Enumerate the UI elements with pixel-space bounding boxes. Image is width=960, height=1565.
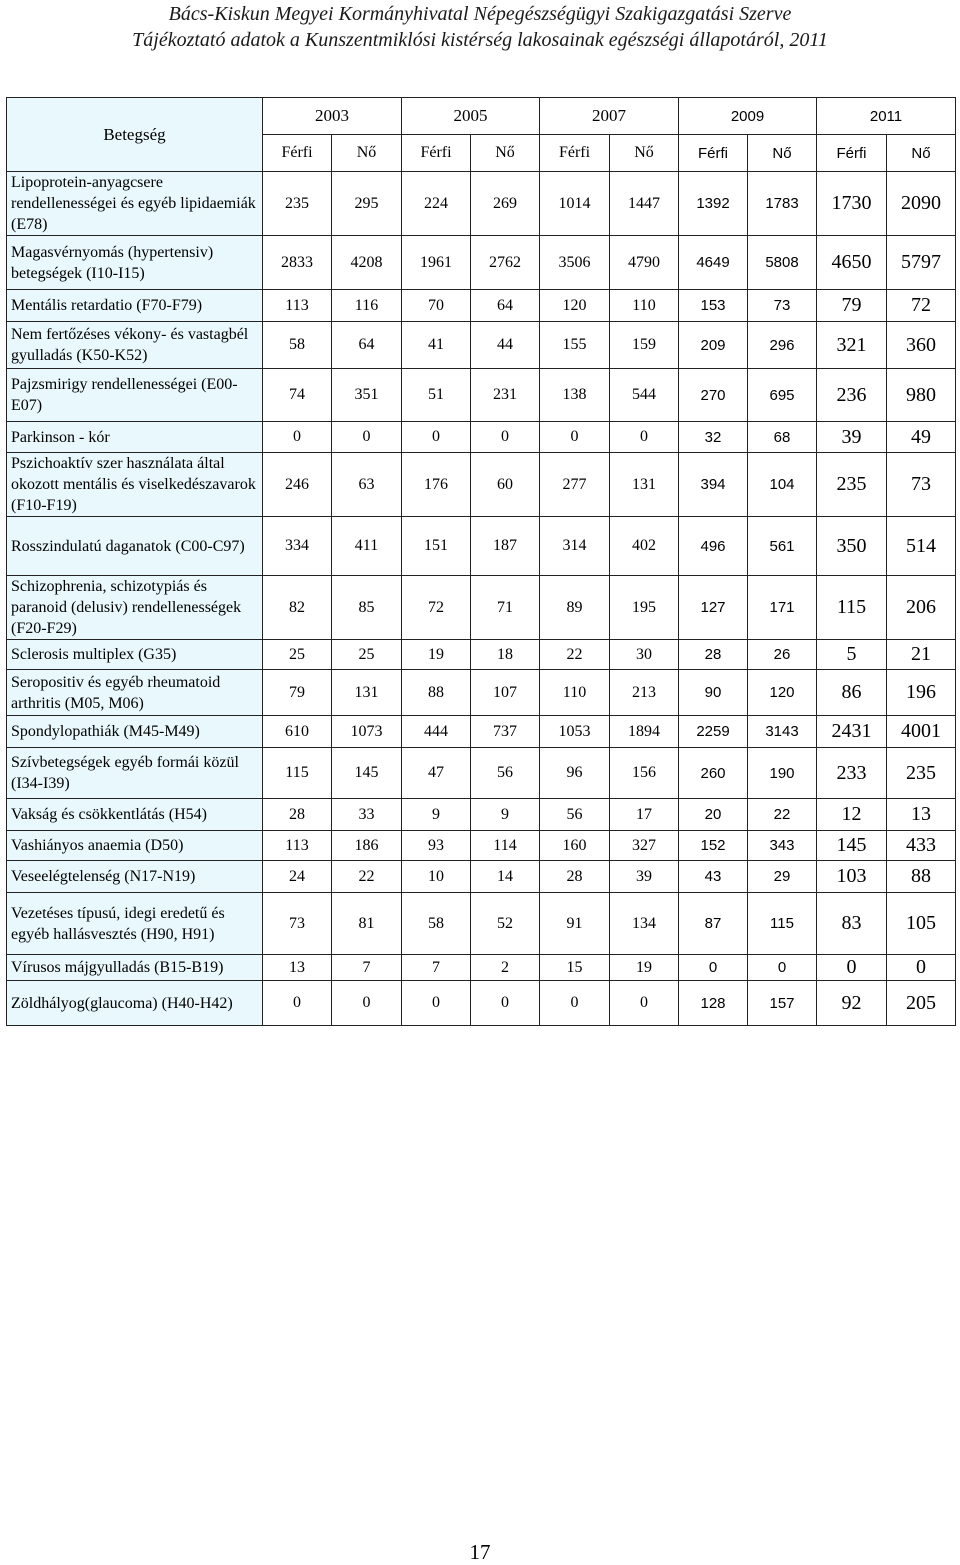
value-cell: 610 <box>263 716 332 748</box>
value-cell: 74 <box>263 369 332 422</box>
value-cell: 120 <box>540 290 610 322</box>
value-cell: 110 <box>540 670 610 716</box>
table-row <box>7 799 956 831</box>
value-cell: 93 <box>402 831 471 861</box>
value-cell: 235 <box>263 172 332 236</box>
value-cell: 360 <box>887 322 956 369</box>
value-cell: 113 <box>263 831 332 861</box>
value-cell: 0 <box>263 422 332 453</box>
table-row <box>7 981 956 1026</box>
table-row <box>7 670 956 716</box>
value-cell: 30 <box>610 640 679 670</box>
value-cell: 980 <box>887 369 956 422</box>
value-cell: 4208 <box>332 236 402 290</box>
value-cell: 2259 <box>679 716 748 748</box>
value-cell: 22 <box>540 640 610 670</box>
table-row <box>7 831 956 861</box>
disease-label: Nem fertőzéses vékony- és vastagbél gyulladás (K50-K52) <box>7 322 263 369</box>
value-cell: 138 <box>540 369 610 422</box>
value-cell: 110 <box>610 290 679 322</box>
value-cell: 13 <box>887 799 956 831</box>
value-cell: 186 <box>332 831 402 861</box>
value-cell: 155 <box>540 322 610 369</box>
value-cell: 3506 <box>540 236 610 290</box>
value-cell: 213 <box>610 670 679 716</box>
value-cell: 0 <box>471 981 540 1026</box>
value-cell: 209 <box>679 322 748 369</box>
value-cell: 14 <box>471 861 540 893</box>
disease-label: Vezetéses típusú, idegi eredetű és egyéb hallásvesztés (H90, H91) <box>7 893 263 955</box>
table-row <box>7 716 956 748</box>
sex-header: Férfi <box>540 135 610 172</box>
table-row <box>7 453 956 517</box>
value-cell: 25 <box>332 640 402 670</box>
value-cell: 351 <box>332 369 402 422</box>
value-cell: 235 <box>817 453 887 517</box>
disease-label: Vakság és csökkentlátás (H54) <box>7 799 263 831</box>
value-cell: 86 <box>817 670 887 716</box>
header-institution: Bács-Kiskun Megyei Kormányhivatal Népegészségügyi Szakigazgatási Szerve <box>168 3 792 25</box>
value-cell: 1053 <box>540 716 610 748</box>
value-cell: 114 <box>471 831 540 861</box>
value-cell: 128 <box>679 981 748 1026</box>
value-cell: 7 <box>402 955 471 981</box>
value-cell: 72 <box>887 290 956 322</box>
value-cell: 334 <box>263 517 332 576</box>
value-cell: 151 <box>402 517 471 576</box>
value-cell: 0 <box>610 422 679 453</box>
value-cell: 246 <box>263 453 332 517</box>
value-cell: 159 <box>610 322 679 369</box>
value-cell: 695 <box>748 369 817 422</box>
value-cell: 2431 <box>817 716 887 748</box>
table-row <box>7 576 956 640</box>
year-header: 2009 <box>679 98 817 135</box>
table-row <box>7 748 956 799</box>
value-cell: 433 <box>887 831 956 861</box>
table-row <box>7 517 956 576</box>
value-cell: 105 <box>887 893 956 955</box>
value-cell: 1961 <box>402 236 471 290</box>
value-cell: 88 <box>402 670 471 716</box>
table-row <box>7 236 956 290</box>
value-cell: 64 <box>332 322 402 369</box>
disease-label: Zöldhályog(glaucoma) (H40-H42) <box>7 981 263 1026</box>
value-cell: 96 <box>540 748 610 799</box>
value-cell: 22 <box>748 799 817 831</box>
value-cell: 0 <box>332 981 402 1026</box>
value-cell: 1894 <box>610 716 679 748</box>
value-cell: 115 <box>817 576 887 640</box>
value-cell: 79 <box>817 290 887 322</box>
value-cell: 737 <box>471 716 540 748</box>
disease-label: Vashiányos anaemia (D50) <box>7 831 263 861</box>
table-row <box>7 422 956 453</box>
value-cell: 402 <box>610 517 679 576</box>
value-cell: 496 <box>679 517 748 576</box>
value-cell: 544 <box>610 369 679 422</box>
value-cell: 1392 <box>679 172 748 236</box>
disease-label: Magasvérnyomás (hypertensiv) betegségek (I10-I15) <box>7 236 263 290</box>
disease-column-header: Betegség <box>7 98 263 172</box>
value-cell: 19 <box>610 955 679 981</box>
year-header-row <box>7 98 956 135</box>
value-cell: 350 <box>817 517 887 576</box>
disease-statistics-table <box>6 97 956 1026</box>
value-cell: 1073 <box>332 716 402 748</box>
table-row <box>7 861 956 893</box>
disease-label: Schizophrenia, schizotypiás és paranoid (delusiv) rendellenességek (F20-F29) <box>7 576 263 640</box>
value-cell: 260 <box>679 748 748 799</box>
value-cell: 90 <box>679 670 748 716</box>
value-cell: 127 <box>679 576 748 640</box>
page-number: 17 <box>469 1540 491 1564</box>
value-cell: 314 <box>540 517 610 576</box>
value-cell: 5 <box>817 640 887 670</box>
value-cell: 0 <box>263 981 332 1026</box>
sex-header: Nő <box>471 135 540 172</box>
value-cell: 52 <box>471 893 540 955</box>
value-cell: 561 <box>748 517 817 576</box>
value-cell: 4001 <box>887 716 956 748</box>
disease-label: Szívbetegségek egyéb formái közül (I34-I39) <box>7 748 263 799</box>
value-cell: 20 <box>679 799 748 831</box>
value-cell: 131 <box>332 670 402 716</box>
value-cell: 56 <box>471 748 540 799</box>
value-cell: 190 <box>748 748 817 799</box>
value-cell: 205 <box>887 981 956 1026</box>
value-cell: 4650 <box>817 236 887 290</box>
value-cell: 0 <box>402 981 471 1026</box>
sex-header: Férfi <box>679 135 748 172</box>
table-row <box>7 369 956 422</box>
year-header: 2007 <box>540 98 679 135</box>
year-header: 2003 <box>263 98 402 135</box>
disease-label: Spondylopathiák (M45-M49) <box>7 716 263 748</box>
value-cell: 270 <box>679 369 748 422</box>
value-cell: 0 <box>610 981 679 1026</box>
value-cell: 1730 <box>817 172 887 236</box>
value-cell: 25 <box>263 640 332 670</box>
disease-label: Sclerosis multiplex (G35) <box>7 640 263 670</box>
value-cell: 60 <box>471 453 540 517</box>
value-cell: 89 <box>540 576 610 640</box>
value-cell: 115 <box>263 748 332 799</box>
value-cell: 269 <box>471 172 540 236</box>
table-row <box>7 955 956 981</box>
table-row <box>7 290 956 322</box>
value-cell: 43 <box>679 861 748 893</box>
value-cell: 15 <box>540 955 610 981</box>
value-cell: 394 <box>679 453 748 517</box>
value-cell: 82 <box>263 576 332 640</box>
value-cell: 206 <box>887 576 956 640</box>
value-cell: 9 <box>402 799 471 831</box>
value-cell: 120 <box>748 670 817 716</box>
value-cell: 21 <box>887 640 956 670</box>
value-cell: 49 <box>887 422 956 453</box>
disease-label: Vírusos májgyulladás (B15-B19) <box>7 955 263 981</box>
value-cell: 115 <box>748 893 817 955</box>
value-cell: 19 <box>402 640 471 670</box>
table-row <box>7 640 956 670</box>
value-cell: 327 <box>610 831 679 861</box>
value-cell: 160 <box>540 831 610 861</box>
value-cell: 103 <box>817 861 887 893</box>
value-cell: 0 <box>471 422 540 453</box>
sex-header: Nő <box>748 135 817 172</box>
value-cell: 56 <box>540 799 610 831</box>
value-cell: 26 <box>748 640 817 670</box>
value-cell: 233 <box>817 748 887 799</box>
header-report-title: Tájékoztató adatok a Kunszentmiklósi kistérség lakosainak egészségi állapotáról, 2011 <box>132 29 828 51</box>
value-cell: 51 <box>402 369 471 422</box>
value-cell: 134 <box>610 893 679 955</box>
value-cell: 411 <box>332 517 402 576</box>
value-cell: 1447 <box>610 172 679 236</box>
value-cell: 296 <box>748 322 817 369</box>
value-cell: 5797 <box>887 236 956 290</box>
value-cell: 195 <box>610 576 679 640</box>
value-cell: 85 <box>332 576 402 640</box>
value-cell: 28 <box>679 640 748 670</box>
sex-header: Férfi <box>817 135 887 172</box>
value-cell: 113 <box>263 290 332 322</box>
value-cell: 0 <box>679 955 748 981</box>
value-cell: 58 <box>402 893 471 955</box>
value-cell: 444 <box>402 716 471 748</box>
value-cell: 9 <box>471 799 540 831</box>
disease-label: Seropositiv és egyéb rheumatoid arthritis (M05, M06) <box>7 670 263 716</box>
value-cell: 231 <box>471 369 540 422</box>
value-cell: 24 <box>263 861 332 893</box>
value-cell: 68 <box>748 422 817 453</box>
disease-label: Mentális retardatio (F70-F79) <box>7 290 263 322</box>
value-cell: 0 <box>887 955 956 981</box>
value-cell: 18 <box>471 640 540 670</box>
value-cell: 28 <box>540 861 610 893</box>
value-cell: 343 <box>748 831 817 861</box>
value-cell: 157 <box>748 981 817 1026</box>
value-cell: 2 <box>471 955 540 981</box>
value-cell: 44 <box>471 322 540 369</box>
value-cell: 73 <box>263 893 332 955</box>
value-cell: 73 <box>748 290 817 322</box>
value-cell: 145 <box>332 748 402 799</box>
value-cell: 4649 <box>679 236 748 290</box>
value-cell: 145 <box>817 831 887 861</box>
value-cell: 72 <box>402 576 471 640</box>
value-cell: 17 <box>610 799 679 831</box>
value-cell: 1014 <box>540 172 610 236</box>
value-cell: 32 <box>679 422 748 453</box>
value-cell: 63 <box>332 453 402 517</box>
value-cell: 0 <box>402 422 471 453</box>
value-cell: 12 <box>817 799 887 831</box>
value-cell: 39 <box>817 422 887 453</box>
table-row <box>7 893 956 955</box>
value-cell: 2090 <box>887 172 956 236</box>
value-cell: 224 <box>402 172 471 236</box>
sex-header: Nő <box>610 135 679 172</box>
value-cell: 47 <box>402 748 471 799</box>
value-cell: 156 <box>610 748 679 799</box>
value-cell: 277 <box>540 453 610 517</box>
sex-header: Nő <box>332 135 402 172</box>
value-cell: 81 <box>332 893 402 955</box>
value-cell: 5808 <box>748 236 817 290</box>
value-cell: 73 <box>887 453 956 517</box>
value-cell: 41 <box>402 322 471 369</box>
value-cell: 514 <box>887 517 956 576</box>
value-cell: 171 <box>748 576 817 640</box>
value-cell: 22 <box>332 861 402 893</box>
value-cell: 0 <box>748 955 817 981</box>
table-body <box>7 172 956 1026</box>
value-cell: 13 <box>263 955 332 981</box>
value-cell: 33 <box>332 799 402 831</box>
value-cell: 79 <box>263 670 332 716</box>
disease-label: Pajzsmirigy rendellenességei (E00-E07) <box>7 369 263 422</box>
value-cell: 235 <box>887 748 956 799</box>
value-cell: 28 <box>263 799 332 831</box>
value-cell: 2762 <box>471 236 540 290</box>
value-cell: 187 <box>471 517 540 576</box>
value-cell: 131 <box>610 453 679 517</box>
disease-label: Parkinson - kór <box>7 422 263 453</box>
table-row <box>7 172 956 236</box>
sex-header: Férfi <box>263 135 332 172</box>
value-cell: 3143 <box>748 716 817 748</box>
sex-header: Nő <box>887 135 956 172</box>
value-cell: 70 <box>402 290 471 322</box>
year-header: 2011 <box>817 98 956 135</box>
disease-label: Pszichoaktív szer használata által okozott mentális és viselkedészavarok (F10-F19) <box>7 453 263 517</box>
value-cell: 107 <box>471 670 540 716</box>
value-cell: 0 <box>332 422 402 453</box>
value-cell: 104 <box>748 453 817 517</box>
value-cell: 116 <box>332 290 402 322</box>
value-cell: 2833 <box>263 236 332 290</box>
value-cell: 7 <box>332 955 402 981</box>
disease-label: Lipoprotein-anyagcsere rendellenességei és egyéb lipidaemiák (E78) <box>7 172 263 236</box>
value-cell: 91 <box>540 893 610 955</box>
disease-label: Veseelégtelenség (N17-N19) <box>7 861 263 893</box>
value-cell: 39 <box>610 861 679 893</box>
sex-header: Férfi <box>402 135 471 172</box>
year-header: 2005 <box>402 98 540 135</box>
value-cell: 176 <box>402 453 471 517</box>
value-cell: 295 <box>332 172 402 236</box>
value-cell: 1783 <box>748 172 817 236</box>
value-cell: 321 <box>817 322 887 369</box>
value-cell: 152 <box>679 831 748 861</box>
table-row <box>7 322 956 369</box>
value-cell: 0 <box>540 981 610 1026</box>
value-cell: 29 <box>748 861 817 893</box>
value-cell: 236 <box>817 369 887 422</box>
value-cell: 0 <box>817 955 887 981</box>
value-cell: 58 <box>263 322 332 369</box>
value-cell: 153 <box>679 290 748 322</box>
value-cell: 64 <box>471 290 540 322</box>
value-cell: 4790 <box>610 236 679 290</box>
value-cell: 87 <box>679 893 748 955</box>
disease-label: Rosszindulatú daganatok (C00-C97) <box>7 517 263 576</box>
value-cell: 88 <box>887 861 956 893</box>
value-cell: 0 <box>540 422 610 453</box>
value-cell: 92 <box>817 981 887 1026</box>
value-cell: 71 <box>471 576 540 640</box>
value-cell: 10 <box>402 861 471 893</box>
value-cell: 83 <box>817 893 887 955</box>
value-cell: 196 <box>887 670 956 716</box>
